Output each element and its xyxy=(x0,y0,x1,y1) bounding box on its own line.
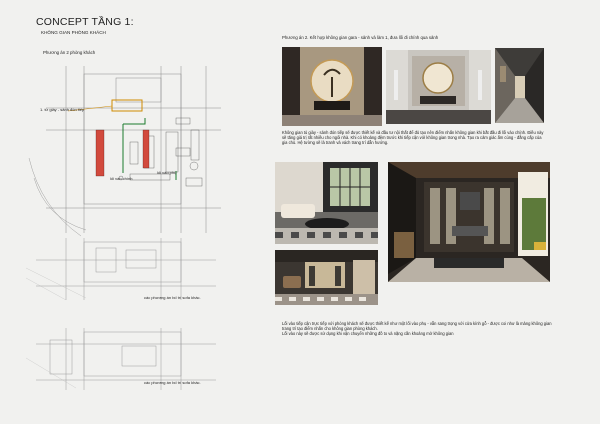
right-heading: Phương án 2. Kết hợp không gian gara - sảnh và làm 1, đưa lối đi chính qua sảnh xyxy=(282,35,439,40)
page-subtitle: KHÔNG GIAN PHÒNG KHÁCH xyxy=(41,30,106,35)
alt-caption-1: các phương án bố trí sofa khác. xyxy=(144,295,201,300)
paragraph-1: Không gian tủ giày - sảnh đón tiếp sẽ được thiết kế và đầu tư nội thất để đủ tạo nên điểm nhấn không gian khi bắt đầu đi lối vào chính. Điều này sẽ tăng giá trị rất nhiều cho ngôi nhà. Khi có khoảng đệm trước khi tiếp cận với không gian trong nhà. Tạo ra cảm giác ấm cúng - đẳng cấp của gia chủ. Hệ tường sẽ là tranh và vách trang trí dẫn hướng. xyxy=(282,130,544,146)
option-label: Phương án 2 phòng khách xyxy=(43,50,96,55)
floor-plan-main xyxy=(26,58,226,238)
photo-living-2 xyxy=(275,250,378,305)
entry-side-label: lối vào phụ xyxy=(157,170,177,175)
photo-living-1 xyxy=(275,162,378,244)
alt-caption-2: các phương án bố trí sofa khác. xyxy=(144,380,201,385)
photo-corridor xyxy=(495,48,544,123)
photo-living-large xyxy=(388,162,550,282)
page-title: CONCEPT TẦNG 1: xyxy=(36,16,134,28)
entry-main-label: lối vào chính xyxy=(110,176,133,181)
photo-lobby-moon xyxy=(282,47,382,126)
paragraph-2: Lối vào tiếp cận trực tiếp với phòng khách sẽ được thiết kế như một lối vào phụ - vẫn sang trọng với cửa kính gỗ - được coi như là mảng không gian trang trí tạo điểm nhấn cho không gian phòng khách. Lối vào này sẽ được sử dụng khi vận chuyển những đồ to và nặng cần khoảng mở không gian xyxy=(282,321,552,337)
floor-plan-alt-1 xyxy=(26,238,226,300)
callout-lobby: 1. từ giày - sảnh đón tiếp xyxy=(40,107,85,112)
photo-lobby-mirror xyxy=(386,50,491,124)
